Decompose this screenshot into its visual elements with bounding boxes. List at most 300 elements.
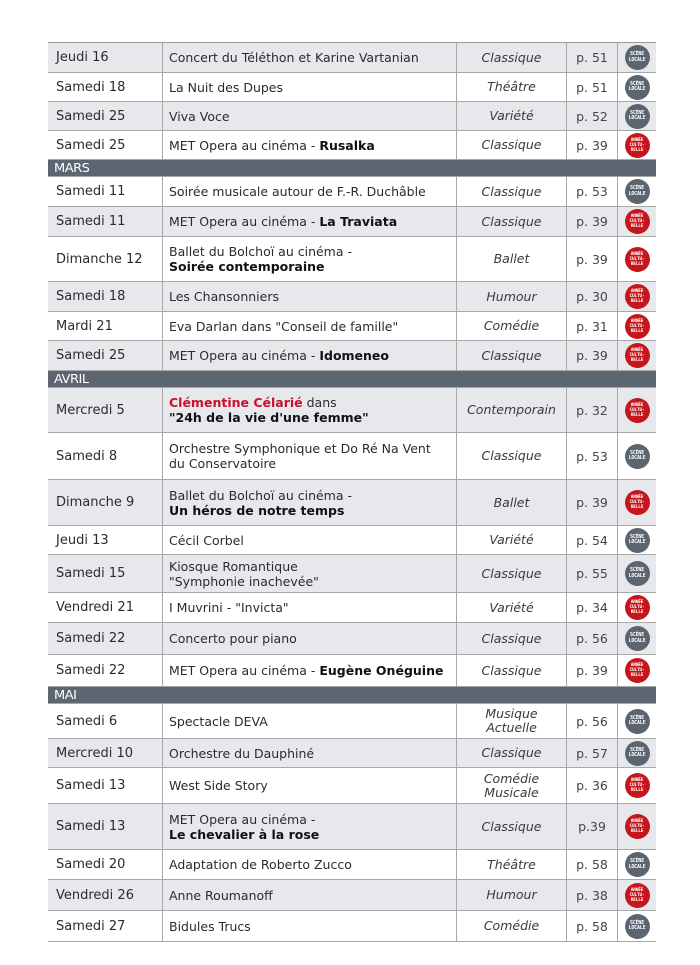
event-date: Samedi 11 [48, 207, 163, 236]
event-title-line [169, 109, 230, 124]
event-title-line [169, 289, 279, 304]
event-row [48, 207, 656, 237]
badge-text: CULTU- [629, 407, 645, 413]
event-title-text: du Conservatoire [169, 456, 277, 471]
badge-cell [618, 623, 656, 654]
event-title-text: Eugène Onéguine [319, 663, 444, 678]
event-title-text: Idomeneo [319, 348, 389, 363]
event-title-text: MET Opera au cinéma - [169, 214, 320, 229]
badge-text: LOCALE [628, 572, 646, 579]
event-title-text: Soirée contemporaine [169, 259, 325, 274]
scene-locale-badge-icon [625, 75, 650, 100]
event-title-text: Orchestre du Dauphiné [169, 745, 315, 761]
badge-text: CULTU- [629, 256, 645, 262]
event-genre-text [486, 290, 536, 304]
badge-cell [618, 312, 656, 340]
event-title-text: Concerto pour piano [169, 631, 297, 646]
scene-locale-badge-icon [625, 914, 650, 939]
badge-text: SCÈNE [629, 533, 645, 540]
event-title-line [169, 80, 283, 95]
event-title-text: dans [302, 395, 337, 410]
event-genre [457, 73, 567, 101]
event-genre [457, 177, 567, 206]
badge-text: SCÈNE [629, 919, 645, 926]
event-row [48, 768, 656, 804]
event-title-text: MET Opera au cinéma - [169, 811, 316, 827]
badge-text: RELLE [630, 412, 644, 418]
event-title-text: Ballet du Bolchoï au cinéma - [169, 244, 352, 259]
event-genre [457, 593, 567, 622]
event-genre [457, 237, 567, 281]
event-title [163, 526, 457, 554]
event-title-line [169, 812, 315, 827]
annee-culturelle-badge-icon [625, 595, 650, 620]
event-title-line [169, 714, 268, 729]
event-row [48, 312, 656, 341]
event-genre-text [482, 746, 542, 760]
event-title-text: Orchestre Symphonique et Do Ré Na Vent [169, 441, 431, 456]
event-row [48, 282, 656, 312]
event-row [48, 341, 656, 371]
event-title-text: MET Opera au cinéma - [169, 348, 320, 363]
event-title [163, 341, 457, 370]
event-genre [457, 341, 567, 370]
badge-text: LOCALE [628, 56, 646, 63]
event-row [48, 177, 656, 207]
event-page-ref: p. 39 [567, 341, 618, 370]
event-title-text: I Muvrini - "Invicta" [169, 600, 289, 615]
event-title-text: Rusalka [319, 137, 375, 153]
badge-text: ANNÉE [630, 318, 644, 324]
event-genre [457, 102, 567, 130]
event-title-text: Kiosque Romantique [169, 558, 298, 574]
event-title-text: Anne Roumanoff [169, 887, 273, 903]
annee-culturelle-badge-icon [625, 773, 650, 798]
event-title-line [169, 184, 426, 199]
event-row [48, 704, 656, 739]
event-page-ref: p. 58 [567, 850, 618, 879]
event-genre-text [482, 349, 542, 363]
agenda-table [48, 42, 656, 942]
event-genre-text [489, 533, 533, 547]
annee-culturelle-badge-icon [625, 133, 650, 158]
event-genre [457, 804, 567, 849]
event-genre-line: Classique [481, 49, 542, 65]
event-genre [457, 850, 567, 879]
event-title [163, 704, 457, 738]
annee-culturelle-badge-icon [625, 490, 650, 515]
event-genre-line: Variété [489, 599, 534, 615]
badge-text: LOCALE [628, 539, 646, 545]
event-genre-text [482, 820, 542, 834]
badge-cell [618, 655, 656, 686]
event-title [163, 177, 457, 206]
event-genre-line: Actuelle [486, 720, 537, 735]
event-title-line [169, 488, 352, 503]
event-title [163, 623, 457, 654]
badge-cell [618, 850, 656, 879]
event-title [163, 388, 457, 432]
event-date: Samedi 13 [48, 804, 163, 849]
badge-text: ANNÉE [630, 137, 644, 143]
event-date: Jeudi 13 [48, 526, 163, 554]
event-page-ref: p. 53 [567, 177, 618, 206]
event-genre-text [467, 403, 556, 417]
event-genre [457, 880, 567, 910]
badge-cell [618, 237, 656, 281]
event-date: Vendredi 26 [48, 880, 163, 910]
event-page-ref: p. 51 [567, 73, 618, 101]
badge-text: LOCALE [628, 752, 646, 758]
badge-text: LOCALE [628, 190, 646, 197]
badge-cell [618, 207, 656, 236]
badge-cell [618, 804, 656, 849]
event-genre-text [494, 252, 530, 266]
event-genre-line: Classique [481, 818, 542, 834]
event-page-ref: p. 52 [567, 102, 618, 130]
badge-text: RELLE [630, 829, 644, 834]
event-genre-text [482, 449, 542, 463]
event-title-text: Viva Voce [169, 108, 230, 124]
event-page-ref: p. 55 [567, 555, 618, 592]
badge-text: LOCALE [628, 863, 646, 870]
event-genre-text [489, 109, 533, 123]
event-title-text: Soirée musicale autour de F.-R. Duchâble [169, 184, 426, 199]
event-title-text: Clémentine Célarié [169, 395, 303, 410]
event-page-ref: p. 54 [567, 526, 618, 554]
badge-text: ANNÉE [630, 819, 644, 824]
event-title-line [169, 244, 352, 259]
annee-culturelle-badge-icon [625, 814, 650, 839]
event-row [48, 880, 656, 911]
badge-text: SCÈNE [629, 185, 645, 191]
event-page-ref: p. 31 [567, 312, 618, 340]
badge-text: LOCALE [628, 86, 646, 92]
badge-text: SCÈNE [629, 632, 645, 638]
badge-text: ANNÉE [630, 214, 644, 219]
badge-cell [618, 593, 656, 622]
event-date: Dimanche 9 [48, 480, 163, 525]
event-genre [457, 911, 567, 941]
event-genre-text [482, 664, 542, 678]
event-row [48, 739, 656, 768]
event-row [48, 388, 656, 433]
event-genre-text [484, 919, 539, 933]
event-title-line [169, 214, 397, 229]
event-genre-line: Classique [481, 745, 542, 761]
event-page-ref: p. 53 [567, 433, 618, 479]
badge-cell [618, 911, 656, 941]
event-genre [457, 282, 567, 311]
event-genre [457, 43, 567, 72]
event-genre-text [494, 496, 530, 510]
badge-text: SCÈNE [629, 746, 645, 753]
badge-cell [618, 73, 656, 101]
event-genre-text [482, 567, 542, 581]
event-genre-text [482, 632, 542, 646]
event-title-text: Ballet du Bolchoï au cinéma - [169, 487, 352, 503]
month-header [48, 371, 656, 388]
event-date: Mardi 21 [48, 312, 163, 340]
event-title-line [169, 919, 251, 934]
event-genre [457, 312, 567, 340]
event-date: Samedi 15 [48, 555, 163, 592]
event-title-line [169, 663, 443, 678]
event-title-line [169, 319, 398, 334]
annee-culturelle-badge-icon [625, 284, 650, 309]
event-genre-line: Théâtre [487, 856, 536, 872]
event-title [163, 555, 457, 592]
event-genre-text [489, 601, 533, 615]
event-genre [457, 739, 567, 767]
event-genre-text [487, 858, 536, 872]
badge-text: CULTU- [629, 294, 645, 299]
event-genre-line: Classique [481, 183, 542, 199]
event-title-line [169, 410, 369, 425]
event-genre-line: Ballet [493, 494, 530, 510]
badge-text: RELLE [630, 261, 644, 267]
badge-text: LOCALE [628, 115, 646, 121]
badge-cell [618, 739, 656, 767]
event-genre-line: Théâtre [487, 79, 536, 95]
badge-text: ANNÉE [630, 402, 644, 408]
event-title [163, 102, 457, 130]
badge-text: ANNÉE [630, 495, 644, 500]
event-row [48, 131, 656, 160]
event-genre-line: Classique [481, 347, 542, 363]
event-page-ref: p. 36 [567, 768, 618, 803]
badge-text: SCÈNE [629, 449, 645, 456]
badge-cell [618, 555, 656, 592]
event-genre [457, 207, 567, 236]
event-title-text: Bidules Trucs [169, 918, 251, 934]
event-genre-line: Classique [481, 662, 542, 678]
badge-text: CULTU- [629, 353, 645, 358]
event-title [163, 880, 457, 910]
event-genre-text [482, 185, 542, 199]
badge-text: RELLE [630, 788, 644, 793]
event-genre-line: Classique [481, 448, 542, 464]
event-title-text: Eva Darlan dans "Conseil de famille" [169, 318, 399, 334]
event-genre-text [484, 319, 539, 333]
event-title-line [169, 600, 289, 615]
event-page-ref: p. 32 [567, 388, 618, 432]
event-title [163, 43, 457, 72]
event-title [163, 480, 457, 525]
event-genre-line: Comédie [483, 318, 540, 334]
event-date: Samedi 27 [48, 911, 163, 941]
event-title-line [169, 259, 325, 274]
badge-text: ANNÉE [630, 600, 644, 605]
month-label: MAI [54, 687, 77, 703]
event-title-line [169, 441, 431, 456]
event-date: Samedi 25 [48, 131, 163, 159]
event-title-line [169, 778, 268, 793]
event-title [163, 739, 457, 767]
badge-text: ANNÉE [630, 348, 644, 353]
event-genre-text [482, 138, 542, 152]
scene-locale-badge-icon [625, 741, 650, 766]
badge-text: CULTU- [629, 783, 645, 788]
scene-locale-badge-icon [625, 852, 650, 877]
scene-locale-badge-icon [625, 444, 650, 469]
event-genre [457, 433, 567, 479]
scene-locale-badge-icon [625, 179, 650, 204]
badge-cell [618, 388, 656, 432]
event-genre-text [482, 51, 542, 65]
event-date: Mercredi 10 [48, 739, 163, 767]
event-row [48, 102, 656, 131]
event-title-text: La Nuit des Dupes [169, 79, 284, 95]
event-title [163, 655, 457, 686]
annee-culturelle-badge-icon [625, 209, 650, 234]
badge-text: LOCALE [628, 637, 646, 644]
event-date: Samedi 22 [48, 655, 163, 686]
event-row [48, 73, 656, 102]
event-page-ref: p. 39 [567, 480, 618, 525]
event-title-text: Concert du Téléthon et Karine Vartanian [169, 50, 419, 65]
event-genre-line: Variété [489, 532, 534, 548]
event-title [163, 73, 457, 101]
event-genre-text [482, 215, 542, 229]
badge-text: RELLE [630, 610, 644, 615]
event-row [48, 850, 656, 880]
badge-text: CULTU- [629, 824, 645, 829]
event-title-line [169, 746, 314, 761]
event-row [48, 433, 656, 480]
badge-text: CULTU- [629, 500, 645, 505]
event-title [163, 804, 457, 849]
event-date: Samedi 6 [48, 704, 163, 738]
event-title-text: Les Chansonniers [169, 289, 279, 304]
month-header [48, 160, 656, 177]
event-title [163, 911, 457, 941]
event-page-ref: p. 56 [567, 704, 618, 738]
badge-text: RELLE [630, 147, 644, 153]
event-genre [457, 480, 567, 525]
event-genre [457, 555, 567, 592]
month-header [48, 687, 656, 704]
event-genre-line: Classique [481, 137, 542, 153]
event-genre-line: Musique [485, 706, 538, 722]
event-date: Samedi 13 [48, 768, 163, 803]
event-date: Samedi 20 [48, 850, 163, 879]
badge-cell [618, 131, 656, 159]
badge-text: LOCALE [628, 455, 646, 461]
event-title-text: "Symphonie inachevée" [169, 573, 319, 589]
month-label: AVRIL [54, 371, 89, 387]
event-page-ref: p. 30 [567, 282, 618, 311]
event-title-text: MET Opera au cinéma - [169, 137, 320, 153]
event-row [48, 623, 656, 655]
badge-text: ANNÉE [630, 778, 644, 783]
month-label: MARS [54, 160, 90, 176]
badge-text: RELLE [630, 358, 644, 363]
annee-culturelle-badge-icon [625, 658, 650, 683]
event-date: Samedi 22 [48, 623, 163, 654]
badge-text: LOCALE [628, 720, 646, 726]
event-date: Vendredi 21 [48, 593, 163, 622]
event-title-text: La Traviata [319, 214, 398, 229]
badge-text: ANNÉE [630, 663, 644, 668]
event-page-ref: p.39 [567, 804, 618, 849]
event-title-text: Cécil Corbel [169, 532, 244, 548]
badge-text: RELLE [630, 299, 644, 304]
event-title [163, 207, 457, 236]
badge-text: SCÈNE [629, 858, 645, 864]
event-genre-text [485, 707, 537, 735]
event-title [163, 282, 457, 311]
event-page-ref: p. 51 [567, 43, 618, 72]
event-title-text: Spectacle DEVA [169, 713, 268, 729]
scene-locale-badge-icon [625, 626, 650, 651]
event-title [163, 433, 457, 479]
event-row [48, 593, 656, 623]
event-title [163, 850, 457, 879]
scene-locale-badge-icon [625, 45, 650, 70]
event-page-ref: p. 34 [567, 593, 618, 622]
badge-cell [618, 768, 656, 803]
event-genre-line: Musicale [484, 784, 539, 800]
event-title-line [169, 574, 319, 589]
badge-text: ANNÉE [630, 289, 644, 294]
event-title-text: Un héros de notre temps [169, 502, 345, 518]
event-title [163, 237, 457, 281]
annee-culturelle-badge-icon [625, 398, 650, 423]
badge-text: ANNÉE [630, 251, 644, 257]
scene-locale-badge-icon [625, 104, 650, 129]
badge-cell [618, 704, 656, 738]
badge-text: CULTU- [629, 668, 645, 673]
event-genre-text [484, 772, 539, 800]
event-title [163, 593, 457, 622]
event-title-text: Adaptation de Roberto Zucco [169, 857, 352, 872]
badge-text: SCÈNE [629, 714, 645, 721]
event-row [48, 526, 656, 555]
event-genre [457, 388, 567, 432]
scene-locale-badge-icon [625, 528, 650, 553]
event-genre [457, 131, 567, 159]
event-page-ref: p. 56 [567, 623, 618, 654]
badge-cell [618, 433, 656, 479]
badge-text: SCÈNE [629, 80, 645, 87]
event-genre-line: Contemporain [467, 402, 556, 418]
badge-cell [618, 102, 656, 130]
event-title-line [169, 533, 244, 548]
event-page-ref: p. 39 [567, 237, 618, 281]
badge-text: CULTU- [629, 219, 645, 224]
event-genre [457, 704, 567, 738]
event-date: Samedi 25 [48, 102, 163, 130]
event-title-line [169, 395, 337, 410]
event-page-ref: p. 58 [567, 911, 618, 941]
event-title [163, 131, 457, 159]
event-title-line [169, 631, 297, 646]
event-date: Samedi 11 [48, 177, 163, 206]
event-page-ref: p. 39 [567, 207, 618, 236]
badge-cell [618, 43, 656, 72]
event-title-text: West Side Story [169, 778, 268, 793]
event-genre-line: Comédie [483, 918, 540, 934]
event-genre-line: Ballet [493, 251, 530, 267]
event-genre-line: Humour [486, 288, 537, 304]
event-genre [457, 526, 567, 554]
event-date: Mercredi 5 [48, 388, 163, 432]
event-date: Samedi 25 [48, 341, 163, 370]
badge-text: RELLE [630, 224, 644, 229]
event-title-line [169, 138, 375, 153]
badge-cell [618, 480, 656, 525]
